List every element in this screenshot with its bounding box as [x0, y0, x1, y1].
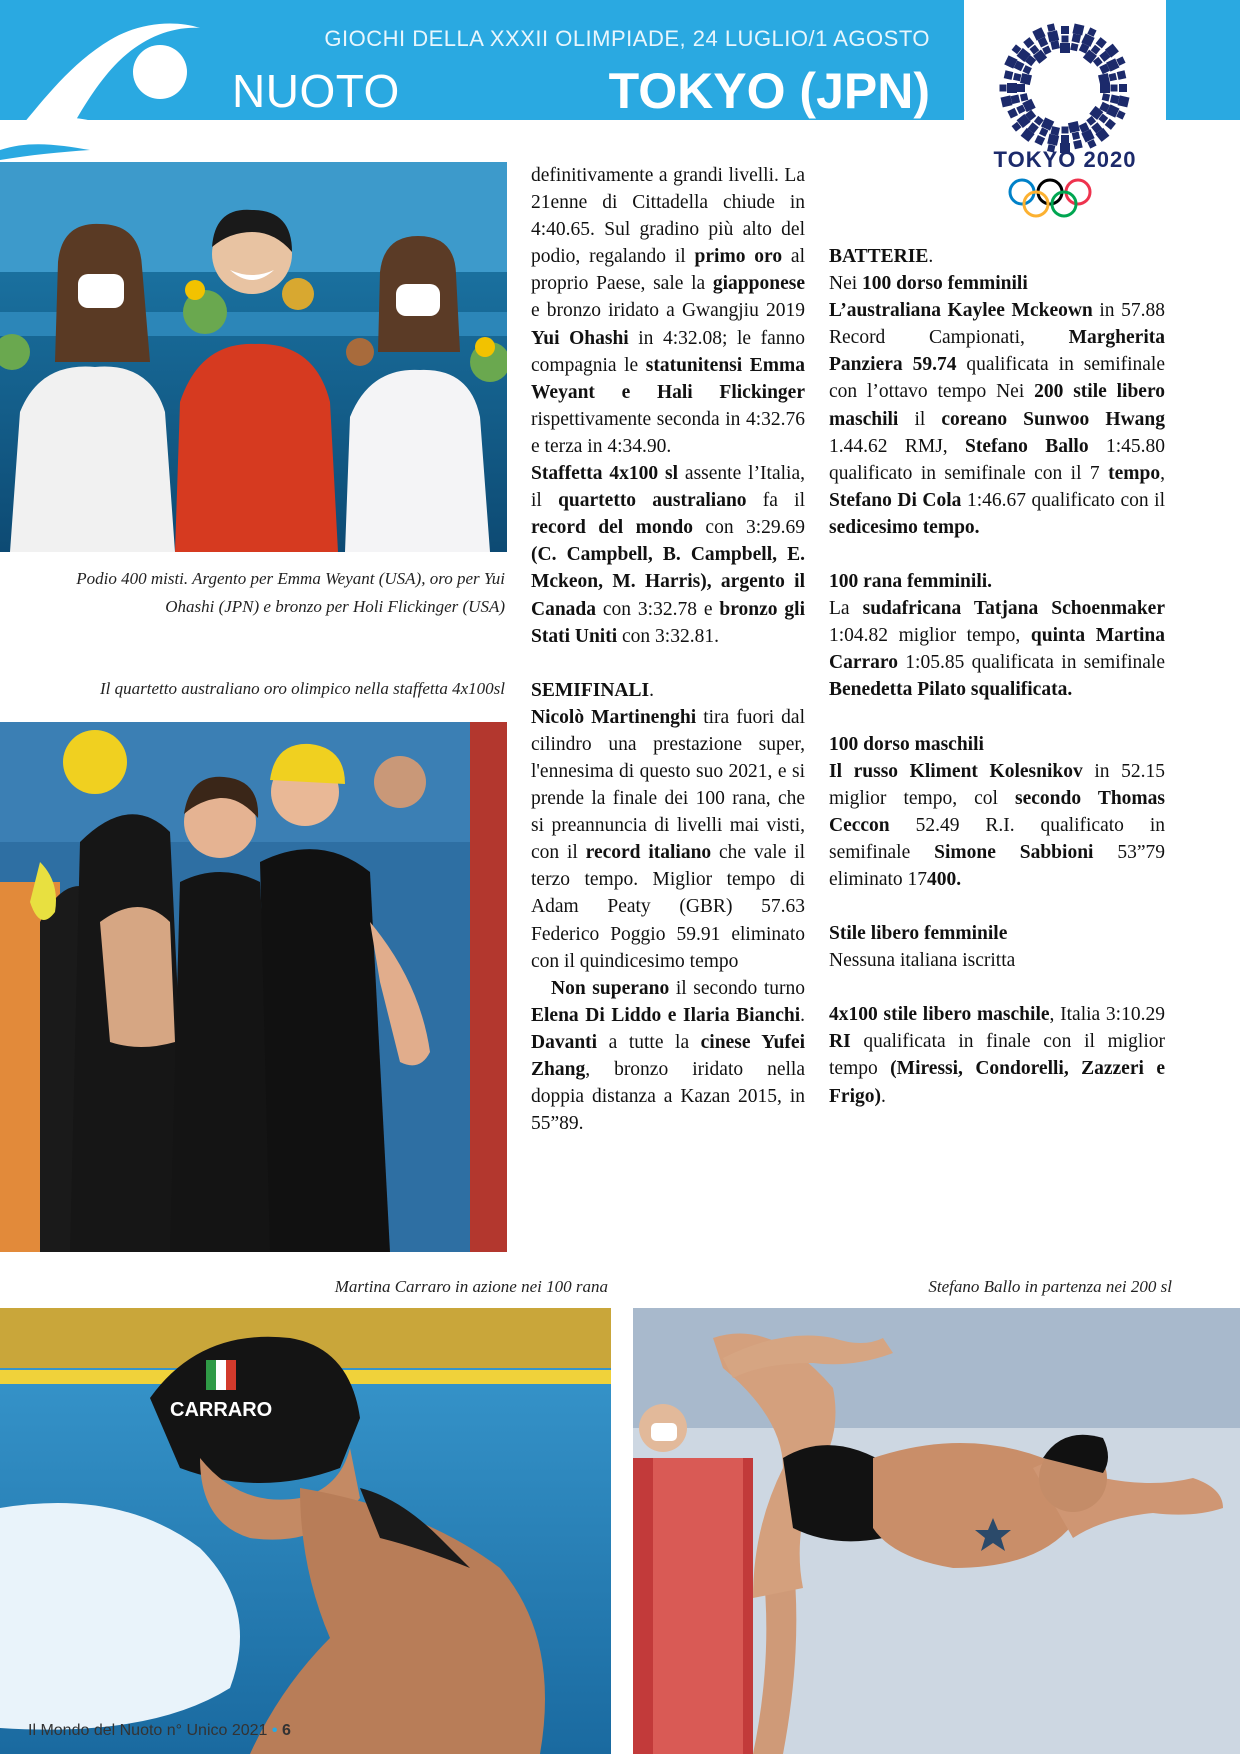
right-paragraph: BATTERIE. [829, 246, 934, 267]
emblem-block [1111, 85, 1118, 92]
right-paragraph: Stile libero femminile [829, 923, 1008, 945]
emblem-block [1050, 126, 1060, 136]
podium-photo [0, 162, 507, 552]
tokyo-2020-emblem-icon [980, 20, 1150, 220]
emblem-block [1023, 65, 1032, 74]
right-paragraph: Nessuna italiana iscritta [829, 950, 1016, 972]
paragraph-gap [829, 974, 1165, 1001]
emblem-block [1068, 121, 1080, 133]
right-paragraph: 4x100 stile libero maschile, Italia 3:10.29 RI qualificata in finale con il miglior tempo (Miressi, Condorelli, Zazzeri e Frigo). [829, 1004, 1165, 1107]
emblem-block [1001, 95, 1013, 107]
relay-photo [0, 722, 507, 1252]
emblem-block [1013, 73, 1021, 81]
middle-paragraph: Staffetta 4x100 sl assente l’Italia, il quartetto australiano fa il record del mondo con 3:29.69 (C. Campbell, B. Campbell, E. Mckeon, M. Harris), argento il Canada con 3:32.78 e bronzo gli Stati Uniti con 3:32.81. [531, 463, 806, 647]
emblem-block [1072, 132, 1080, 140]
emblem-block [1072, 34, 1082, 44]
emblem-block [1050, 40, 1060, 50]
emblem-block [1034, 135, 1045, 146]
page-title: TOKYO (JPN) [608, 63, 930, 119]
middle-paragraph: SEMIFINALI. [531, 679, 654, 701]
page-footer [28, 1722, 291, 1740]
emblem-block [1062, 127, 1069, 134]
emblem-block [1000, 85, 1007, 92]
emblem-block [1011, 95, 1021, 105]
emblem-block [1047, 134, 1059, 146]
right-paragraph: La sudafricana Tatjana Schoenmaker 1:04.82 miglior tempo, quinta Martina Carraro 1:05.85 qualificata in semifinale Benedetta Pilato squalificata. [829, 598, 1166, 701]
right-paragraph: 100 rana femminili. [829, 571, 993, 593]
emblem-block [1117, 70, 1127, 80]
carraro-photo [0, 1308, 611, 1754]
footer-separator: • [271, 1722, 278, 1739]
emblem-block [1062, 36, 1069, 43]
emblem-block [1060, 43, 1070, 53]
emblem-block [1119, 84, 1127, 92]
paragraph-gap [531, 650, 805, 677]
article-column-right [829, 243, 1165, 1110]
emblem-block [1072, 24, 1084, 36]
page-number: 6 [281, 1722, 291, 1739]
emblem-block [1118, 95, 1130, 107]
ballo-photo [633, 1308, 1240, 1754]
article-column-middle [531, 162, 805, 1137]
right-paragraph: 100 dorso maschili [829, 733, 984, 755]
middle-paragraph: Non superano il secondo turno Elena Di Liddo e Ilaria Bianchi. Davanti a tutte la cinese Yufei Zhang, bronzo iridato nella doppia distanza a Kazan 2015, in 55”89. [531, 977, 805, 1135]
emblem-block [1004, 70, 1014, 80]
ballo-caption: Stefano Ballo in partenza nei 200 sl [928, 1277, 1172, 1296]
relay-caption: Il quartetto australiano oro olimpico nella staffetta 4x100sl [100, 679, 505, 698]
emblem-block [1061, 135, 1069, 143]
paragraph-gap [829, 541, 1165, 568]
carraro-caption: Martina Carraro in azione nei 100 rana [334, 1277, 608, 1296]
emblem-block [1007, 108, 1018, 119]
emblem-block [1102, 93, 1110, 101]
tokyo-2020-logo-text: TOKYO 2020 [993, 147, 1137, 172]
emblem-block [1109, 73, 1117, 81]
emblem-block [1061, 26, 1069, 34]
podium-caption: Podio 400 misti. Argento per Emma Weyant (USA), oro per Yui Ohashi (JPN) e bronzo per Holi Flickinger (USA) [76, 569, 505, 616]
emblem-block [1007, 83, 1017, 93]
middle-paragraph: Nicolò Martinenghi tira fuori dal cilindro una prestazione super, l'ennesima di questo suo 2021, e si prende la finale dei 100 rana, che si preannuncia di livelli mai visti, con il record italiano che vale il terzo tempo. Miglior tempo di Adam Peaty (GBR) 57.63 Federico Poggio 59.91 eliminato con il quindicesimo tempo [531, 706, 805, 972]
emblem-block [1047, 30, 1059, 42]
emblem-block [1020, 73, 1032, 85]
middle-paragraph: definitivamente a grandi livelli. La 21enne di Cittadella chiude in 4:40.65. Sul gradino più alto del podio, regalando il primo oro al proprio Paese, sale la giapponese e bronzo iridato a Gwangjiu 2019 Yui Ohashi in 4:32.08; le fanno compagnia le statunitensi Emma Weyant e Hali Flickinger rispettivamente seconda in 4:32.76 e terza in 4:34.90. [531, 165, 806, 457]
swimmer-logo-icon [0, 0, 230, 160]
emblem-block [1070, 43, 1078, 51]
emblem-block [1017, 84, 1025, 92]
header-bar-right [1166, 0, 1240, 120]
right-paragraph: L’australiana Kaylee Mckeown in 57.88 Record Campionati, Margherita Panziera 59.74 qualificata in semifinale con l’ottavo tempo Nei 200 stile libero maschili il coreano Sunwoo Hwang 1.44.62 RMJ, Stefano Ballo 1:45.80 qualificato in semifinale con il 7 tempo, Stefano Di Cola 1:46.67 qualificato con il sedicesimo tempo. [829, 300, 1165, 538]
right-paragraph: Nei 100 dorso femminili [829, 273, 1028, 295]
section-title: NUOTO [232, 65, 400, 117]
emblem-block [1020, 93, 1028, 101]
paragraph-gap [829, 704, 1165, 731]
header-subtitle: GIOCHI DELLA XXXII OLIMPIADE, 24 LUGLIO/1 AGOSTO [324, 26, 930, 51]
right-paragraph: Il russo Kliment Kolesnikov in 52.15 miglior tempo, col secondo Thomas Ceccon 52.49 R.I. qualificato in semifinale Simone Sabbioni 53”79 eliminato 17400. [829, 760, 1166, 890]
cap-label: CARRARO [170, 1399, 273, 1421]
magazine-name: Il Mondo del Nuoto n° Unico 2021 [28, 1722, 268, 1739]
paragraph-gap [829, 893, 1165, 920]
emblem-block [1047, 23, 1055, 31]
emblem-block [1110, 95, 1120, 105]
